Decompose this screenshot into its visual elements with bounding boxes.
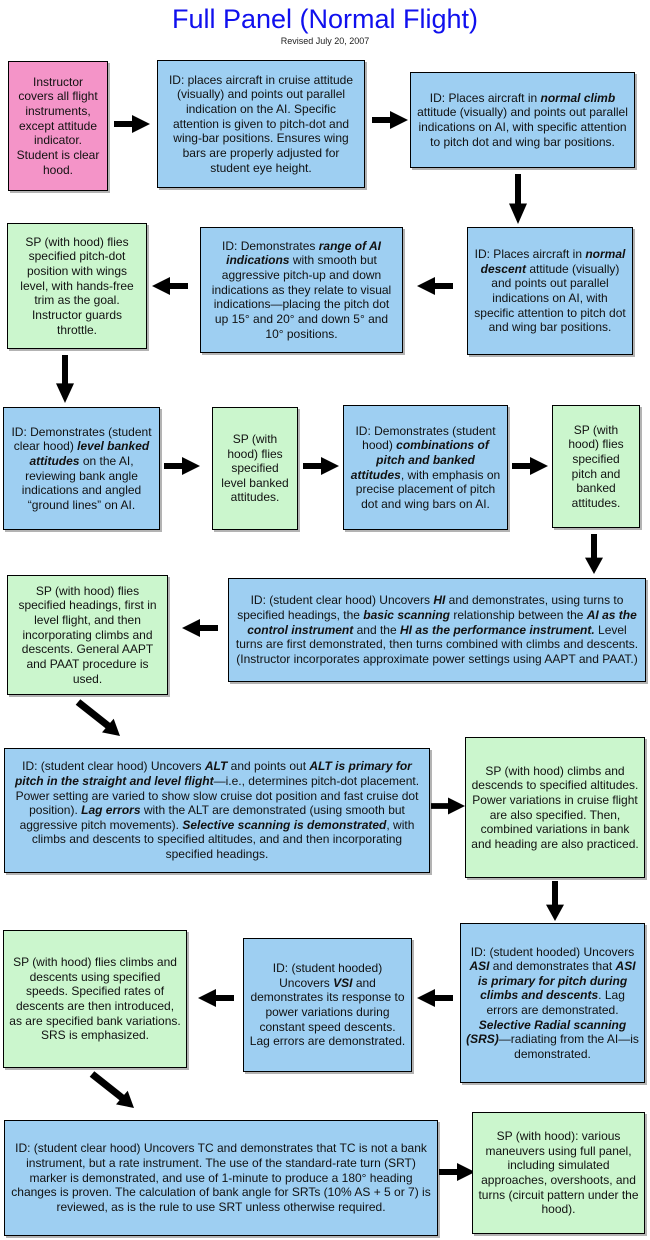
step-id-normal-descent: ID: Places aircraft in normal descent attitude (visually) and points out parallel indications on AI, with specific attention to pitch dot and wing bar positions. xyxy=(467,227,633,355)
step-id-uncovers-hi-basic-scanning: ID: (student clear hood) Uncovers HI and demonstrates, using turns to specified headings, the basic scanning relationship between the AI as the control instrument and the HI as the performance instrument. Level turns are first demonstrated, then turns combined with climbs and descents. (Instructor incorporates approximate power settings using AAPT and PAAT.) xyxy=(228,578,646,682)
step-id-uncovers-vsi: ID: (student hooded) Uncovers VSI and demonstrates its response to power variations during constant speed descents. Lag errors are demonstrated. xyxy=(243,938,412,1072)
step-sp-climbs-descents-altitudes: SP (with hood) climbs and descends to specified altitudes. Power variations in cruise flight are also specified. Then, combined variations in bank and heading are also practiced. xyxy=(465,737,645,878)
step-sp-level-banked-attitudes: SP (with hood) flies specified level banked attitudes. xyxy=(212,407,298,530)
flow-arrow-diagonal-12-13 xyxy=(74,698,122,746)
step-id-uncovers-asi: ID: (student hooded) Uncovers ASI and demonstrates that ASI is primary for pitch during climbs and descents. Lag errors are demonstrated. Selective Radial scanning (SRS)—radiating from the AI—is demonstrated. xyxy=(460,923,645,1083)
flow-arrow-left-15-16 xyxy=(417,988,453,1008)
flow-arrow-right-2-3 xyxy=(372,110,408,130)
page-title: Full Panel (Normal Flight) xyxy=(171,4,479,34)
step-id-level-banked-attitudes: ID: Demonstrates (student clear hood) level banked attitudes on the AI, reviewing bank angle indications and angled “ground lines” on AI. xyxy=(3,407,160,530)
step-id-cruise-attitude: ID: places aircraft in cruise attitude (visually) and points out parallel indication on the AI. Specific attention is given to pitch-dot and wing-bar positions. Ensures wing bars are properly adjusted for student eye height. xyxy=(157,60,365,188)
step-id-uncovers-tc: ID: (student clear hood) Uncovers TC and demonstrates that TC is not a bank instrument, but a rate instrument. The use of the standard-rate turn (SRT) marker is demonstrated, and use of 1-minute to produce a 180° heading changes is proven. The calculation of bank angle for SRTs (10% AS + 5 or 7) is reviewed, as is the rule to use SRT unless otherwise required. xyxy=(4,1120,438,1236)
step-sp-pitch-dot-wings-level: SP (with hood) flies specified pitch-dot position with wings level, with hands-free trim as the goal. Instructor guards throttle. xyxy=(7,223,147,349)
flow-arrow-down-3-4 xyxy=(508,174,528,224)
step-id-uncovers-alt: ID: (student clear hood) Uncovers ALT and points out ALT is primary for pitch in the straight and level flight—i.e., determines pitch-dot placement. Power setting are varied to show slow cruise dot position and fast cruise dot position). Lag errors with the ALT are demonstrated (using smooth but aggressive pitch movements). Selective scanning is demonstrated, with climbs and descents to specified altitudes, and and then incorporating specified headings. xyxy=(4,748,430,873)
flow-arrow-down-10-11 xyxy=(584,534,604,574)
flow-arrow-down-6-7 xyxy=(55,355,75,403)
step-sp-specified-headings: SP (with hood) flies specified headings, first in level flight, and then incorporating climbs and descents. General AAPT and PAAT procedure is used. xyxy=(7,575,168,695)
flow-arrow-right-7-8 xyxy=(164,456,200,476)
flow-arrow-left-5-6 xyxy=(152,276,188,296)
step-sp-various-maneuvers: SP (with hood): various maneuvers using full panel, including simulated approaches, overshoots, and turns (circuit pattern under the hood). xyxy=(472,1112,645,1234)
step-sp-climbs-descents-speeds: SP (with hood) flies climbs and descents using specified speeds. Specified rates of descents are then introduced, as are specified bank variations. SRS is emphasized. xyxy=(3,930,187,1068)
revision-date: Revised July 20, 2007 xyxy=(280,36,370,46)
step-id-range-of-ai-indications: ID: Demonstrates range of AI indications with smooth but aggressive pitch-up and down indications as they relate to visual indications—placing the pitch dot up 15° and 20° and down 5° and 10° positions. xyxy=(200,227,403,353)
flow-arrow-left-16-17 xyxy=(198,988,234,1008)
flow-arrow-right-1-2 xyxy=(114,114,150,134)
step-sp-pitch-and-banked-attitudes: SP (with hood) flies specified pitch and banked attitudes. xyxy=(552,405,640,528)
step-id-pitch-and-bank-combinations: ID: Demonstrates (student hood) combinations of pitch and banked attitudes, with emphasis on precise placement of pitch dot and wing bars on AI. xyxy=(343,405,508,530)
flow-arrow-right-9-10 xyxy=(512,456,548,476)
flow-arrow-left-11-12 xyxy=(182,618,218,638)
flow-arrow-right-13-14 xyxy=(431,796,465,816)
flow-arrow-right-18-19 xyxy=(439,1162,475,1182)
step-id-normal-climb: ID: Places aircraft in normal climb attitude (visually) and points out parallel indications on AI, with specific attention to pitch dot and wing bar positions. xyxy=(410,72,635,168)
step-instructor-covers-instruments: Instructor covers all flight instruments, except attitude indicator. Student is clear hood. xyxy=(8,61,108,191)
flow-arrow-right-8-9 xyxy=(303,456,339,476)
flow-arrow-down-14-15 xyxy=(545,881,565,921)
flow-arrow-left-4-5 xyxy=(417,276,453,296)
flow-arrow-diagonal-17-18 xyxy=(88,1070,136,1118)
